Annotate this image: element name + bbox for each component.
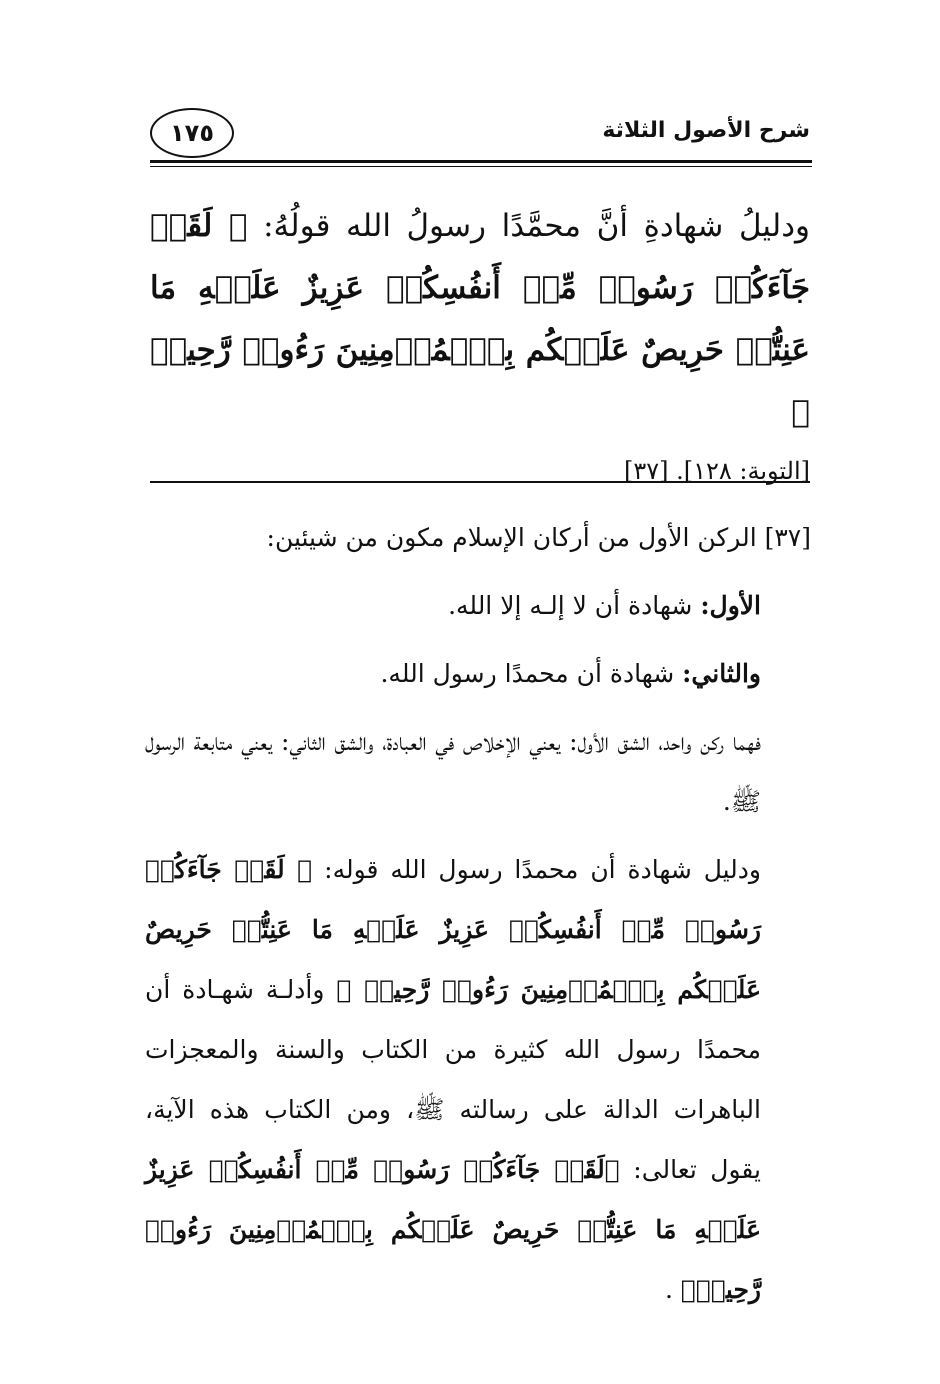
first-text: شهادة أن لا إلـه إلا الله. [448, 591, 693, 620]
sharh-paragraph-5 [145, 840, 811, 1320]
header-rule-thin [150, 166, 812, 167]
footnote-separator [150, 481, 810, 483]
evidence-verse-2: ﴿لَقَدۡ جَآءَكُمۡ رَسُولٞ مِّنۡ أَنفُسِكُمۡ عَزِيزٌ عَلَيۡهِ مَا عَنِتُّمۡ حَرِيصٌ عَلَيۡكُم بِٱلۡمُؤۡمِنِينَ رَءُوفٞ رَّحِيمٞ﴾ [145, 1155, 761, 1304]
sharh-paragraph-3 [145, 644, 811, 704]
matn-intro: ودليلُ شهادةِ أنَّ محمَّدًا رسولُ الله قولُهُ: [263, 208, 810, 244]
book-title: شرح الأصول الثلاثة [602, 118, 810, 143]
evidence-rest: وأدلـة شهـادة أن محمدًا رسول الله كثيرة من الكتاب والسنة والمعجزات الباهرات الدالة على رسالته ﷺ، ومن الكتاب هذه الآية، يقول تعالى: [145, 975, 761, 1184]
header-rule-thick [150, 160, 812, 163]
second-text: شهادة أن محمدًا رسول الله. [380, 659, 675, 688]
sharh-paragraph-4: فهما ركن واحد، الشق الأول: يعني الإخلاص في العبادة، والشق الثاني: يعني متابعة الرسول ﷺ. [145, 727, 761, 816]
matn-verse: ﴿ لَقَدۡ جَآءَكُمۡ رَسُولٞ مِّنۡ أَنفُسِكُمۡ عَزِيزٌ عَلَيۡهِ مَا عَنِتُّمۡ حَرِيصٌ عَلَيۡكُم بِٱلۡمُؤۡمِنِينَ رَءُوفٞ رَّحِيمٞ ﴾ [150, 208, 810, 430]
sharh-paragraph-2 [145, 576, 811, 636]
page-number: ١٧٥ [150, 108, 234, 158]
matn-text [150, 195, 810, 495]
evidence-verse: ﴿ لَقَدۡ جَآءَكُمۡ رَسُولٞ مِّنۡ أَنفُسِكُمۡ عَزِيزٌ عَلَيۡهِ مَا عَنِتُّمۡ حَرِيصٌ عَلَيۡكُم بِٱلۡمُؤۡمِنِينَ رَءُوفٞ رَّحِيمٞ ﴾ [145, 855, 761, 1004]
evidence-intro: ودليل شهادة أن محمدًا رسول الله قوله: [324, 855, 761, 884]
evidence-end: . [665, 1275, 673, 1304]
matn-reference: [التوبة: ١٢٨]. [٣٧] [623, 457, 810, 485]
second-label: والثاني: [682, 659, 761, 688]
sharh-text [145, 508, 811, 1328]
sharh-paragraph-1: [٣٧] الركن الأول من أركان الإسلام مكون من شيئين: [266, 523, 811, 552]
first-label: الأول: [700, 591, 761, 620]
page-header [150, 100, 810, 160]
